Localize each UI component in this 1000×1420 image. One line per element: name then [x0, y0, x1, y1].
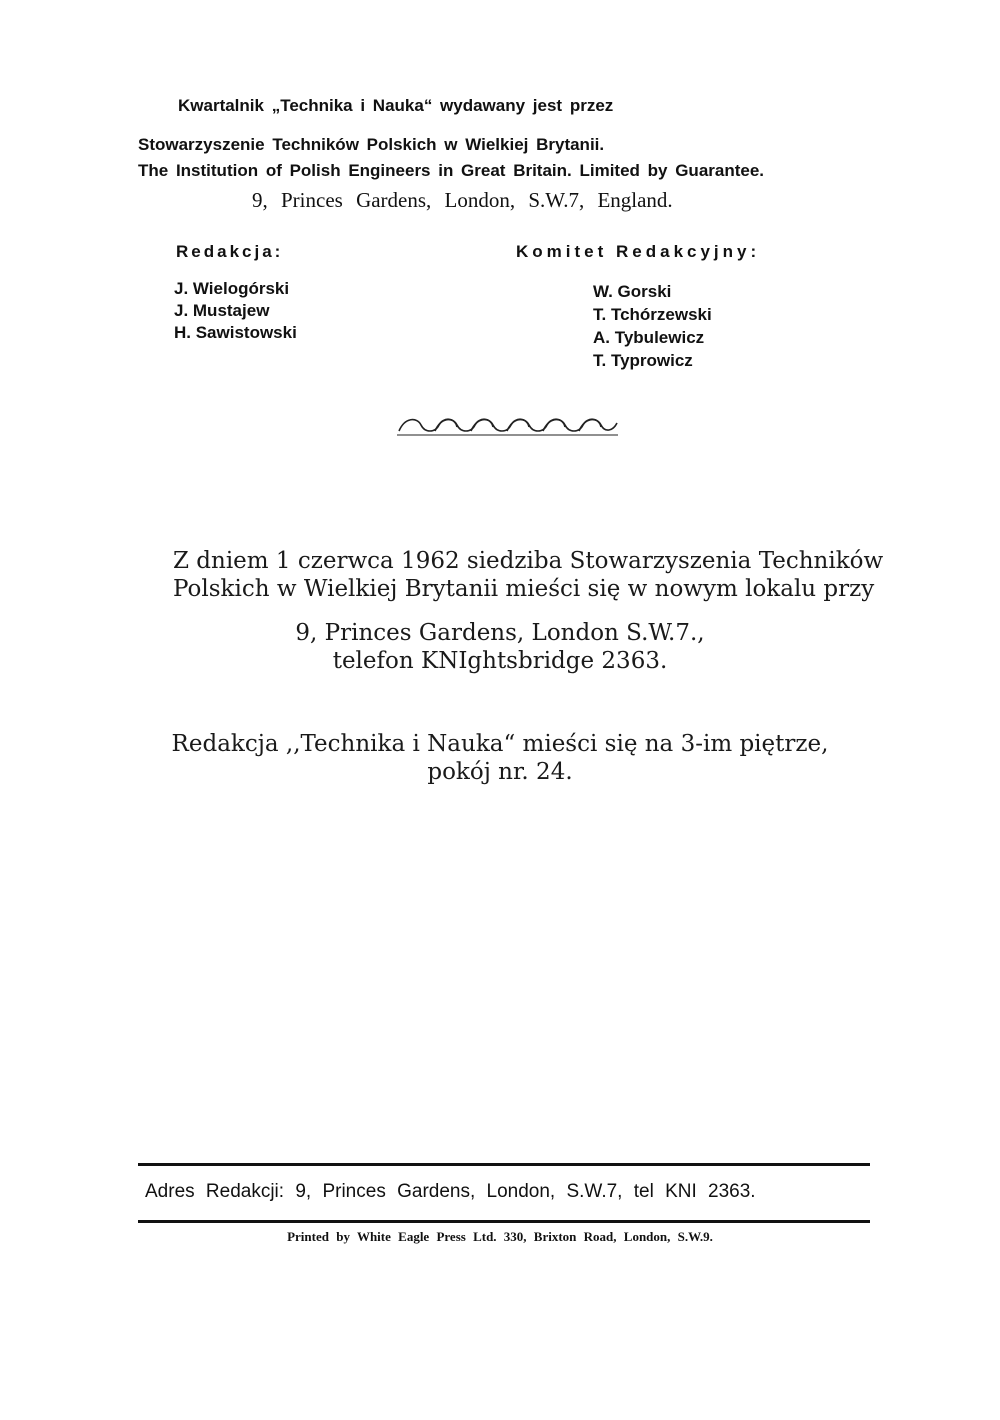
- notice-line-2: Polskich w Wielkiej Brytanii mieści się w nowym lokalu przy: [173, 576, 875, 602]
- editorial-list: [174, 278, 297, 344]
- intro-line-3: The Institution of Polish Engineers in Great Britain. Limited by Guarantee.: [138, 161, 765, 180]
- editorial-member: H. Sawistowski: [174, 323, 297, 342]
- intro-line-1: Kwartalnik „Technika i Nauka“ wydawany jest przez: [178, 96, 614, 115]
- notice-line-1: Z dniem 1 czerwca 1962 siedziba Stowarzyszenia Techników: [173, 548, 884, 574]
- office-line-2: pokój nr. 24.: [427, 759, 573, 785]
- office-line-1: Redakcja ,,Technika i Nauka“ mieści się na 3-im piętrze,: [171, 731, 829, 757]
- footer-bottom-rule: [138, 1220, 870, 1223]
- editorial-heading: Redakcja:: [176, 242, 284, 261]
- editorial-member: J. Wielogórski: [174, 279, 290, 298]
- committee-member: T. Tchórzewski: [593, 305, 712, 324]
- footer-address: Adres Redakcji: 9, Princes Gardens, London, S.W.7, tel KNI 2363.: [145, 1181, 756, 1202]
- notice-address-line-2: telefon KNIghtsbridge 2363.: [332, 648, 668, 674]
- ornament-divider-icon: [395, 413, 620, 439]
- editorial-member: J. Mustajew: [174, 301, 270, 320]
- intro-line-2: Stowarzyszenie Techników Polskich w Wielkiej Brytanii.: [138, 135, 605, 154]
- footer-top-rule: [138, 1163, 870, 1166]
- committee-member: T. Typrowicz: [593, 351, 693, 370]
- committee-list: [593, 280, 712, 372]
- committee-member: W. Gorski: [593, 282, 672, 301]
- printer-imprint: Printed by White Eagle Press Ltd. 330, Brixton Road, London, S.W.9.: [287, 1229, 713, 1244]
- intro-address: 9, Princes Gardens, London, S.W.7, England.: [252, 188, 673, 212]
- notice-address-line-1: 9, Princes Gardens, London S.W.7.,: [295, 620, 705, 646]
- committee-heading: Komitet Redakcyjny:: [516, 242, 761, 261]
- committee-member: A. Tybulewicz: [593, 328, 705, 347]
